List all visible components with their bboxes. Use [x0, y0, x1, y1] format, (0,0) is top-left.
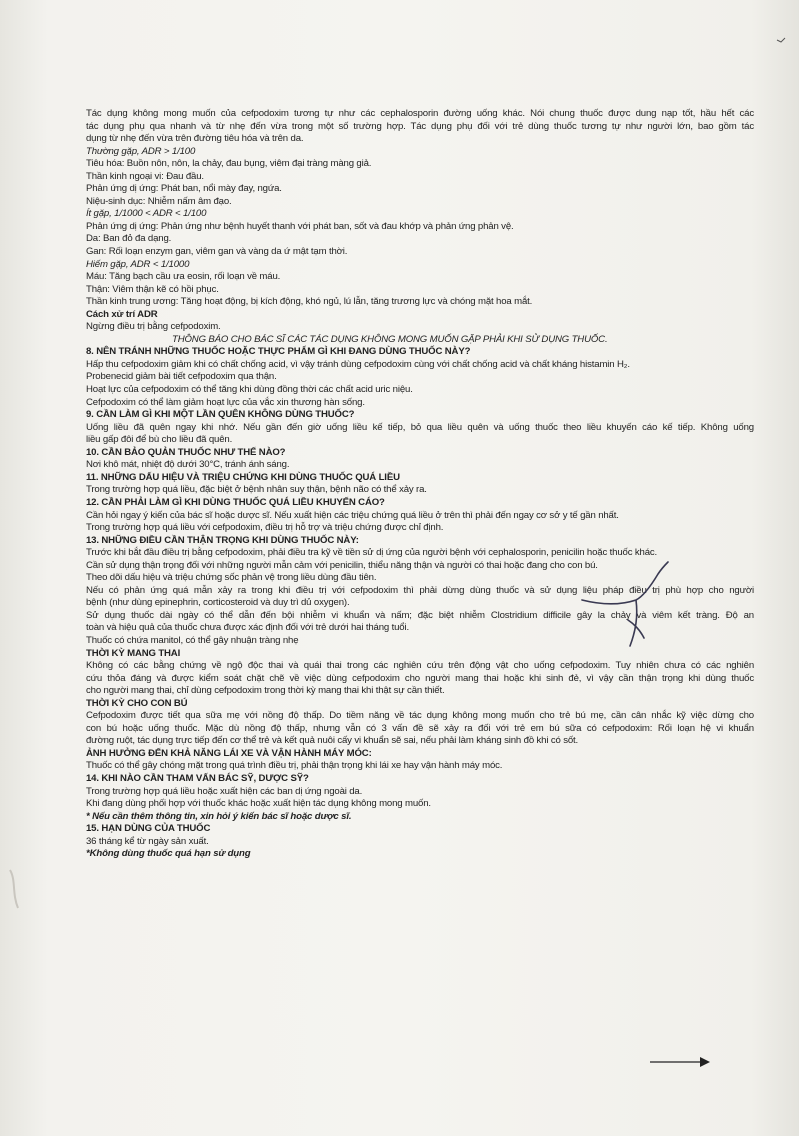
text-line: dụng từ nhẹ đến vừa trên đường tiêu hóa và trên da.	[86, 133, 304, 145]
text-line: Thận: Viêm thận kẽ có hồi phục.	[86, 283, 219, 295]
text-line: 14. KHI NÀO CẦN THAM VẤN BÁC SỸ, DƯỢC SỸ?	[86, 772, 309, 784]
text-line: Cefpodoxim có thể làm giảm hoạt lực của vắc xin thương hàn sống.	[86, 396, 365, 408]
text-line: Tiêu hóa: Buồn nôn, nôn, la chảy, đau bụng, viêm đại tràng màng giả.	[86, 158, 372, 170]
text-line: Trước khi bắt đầu điều trị bằng cefpodoxim, phải điều tra kỹ về tiền sử dị ứng của người bệnh với cephalosporin, penicilin hoặc thuốc khác.	[86, 547, 658, 559]
text-line: 15. HẠN DÙNG CỦA THUỐC	[86, 823, 211, 835]
text-line: Máu: Tăng bạch cầu ưa eosin, rối loạn về máu.	[86, 271, 281, 283]
text-line: Uống liều đã quên ngay khi nhớ. Nếu gần đến giờ uống liều kế tiếp, bỏ qua liều quên và uống thuốc theo liều khuyến cáo kế tiếp. Không uống	[86, 421, 754, 433]
text-line: Hoạt lực của cefpodoxim có thể tăng khi dùng đồng thời các chất acid uric niệu.	[86, 384, 413, 396]
text-line: Cefpodoxim được tiết qua sữa mẹ với nồng độ thấp. Do tiềm năng về tác dụng không mong muốn cho trẻ bú mẹ, cần cân nhắc kỹ việc dừng cho	[86, 710, 754, 722]
text-line: liều gấp đôi để bù cho liều đã quên.	[86, 434, 233, 446]
arrow-right-icon	[650, 1056, 710, 1068]
text-line: tác dụng phụ qua nhanh và từ nhẹ đến vừa trong một số trường hợp. Tác dụng phụ đối với trẻ dùng thuốc tương tự như người lớn, bao gồm tác	[86, 120, 754, 132]
text-line: Trong trường hợp quá liều hoặc xuất hiện các ban dị ứng ngoài da.	[86, 785, 363, 797]
text-line: Nơi khô mát, nhiệt độ dưới 30°C, tránh ánh sáng.	[86, 459, 290, 471]
text-line: 9. CẦN LÀM GÌ KHI MỘT LẦN QUÊN KHÔNG DÙNG THUỐC?	[86, 409, 355, 421]
scan-mark	[776, 30, 786, 36]
text-line: Gan: Rối loạn enzym gan, viêm gan và vàng da ứ mật tạm thời.	[86, 246, 348, 258]
text-line: 13. NHỮNG ĐIỀU CẦN THẬN TRỌNG KHI DÙNG THUỐC NÀY:	[86, 534, 359, 546]
text-line: cứu thỏa đáng và được kiểm soát chặt chẽ về việc dùng cefpodoxim cho người mang thai hoặc khi sinh đẻ, vì vậy cần thận trọng khi dùng thuốc	[86, 672, 754, 684]
text-line: *Không dùng thuốc quá hạn sử dụng	[86, 848, 251, 860]
document-body	[86, 108, 754, 861]
text-line: 11. NHỮNG DẤU HIỆU VÀ TRIỆU CHỨNG KHI DÙNG THUỐC QUÁ LIỀU	[86, 471, 400, 483]
text-line: ẢNH HƯỞNG ĐẾN KHẢ NĂNG LÁI XE VÀ VẬN HÀNH MÁY MÓC:	[86, 747, 372, 759]
text-line: Sử dụng thuốc dài ngày có thể dẫn đến bội nhiễm vi khuẩn và nấm; đặc biệt nhiễm Clostridium difficile gây la chảy và viêm kết tràng. Độ an	[86, 609, 754, 621]
text-line: Thuốc có chứa manitol, có thể gây nhuận tràng nhẹ	[86, 634, 299, 646]
text-line: Thần kinh ngoại vi: Đau đầu.	[86, 170, 204, 182]
text-line: THÔNG BÁO CHO BÁC SĨ CÁC TÁC DỤNG KHÔNG MONG MUỐN GẶP PHẢI KHI SỬ DỤNG THUỐC.	[172, 333, 608, 345]
text-line: 8. NÊN TRÁNH NHỮNG THUỐC HOẶC THỰC PHẨM GÌ KHI ĐANG DÙNG THUỐC NÀY?	[86, 346, 471, 358]
text-line: Trong trường hợp quá liều với cefpodoxim, điều trị hỗ trợ và triệu chứng được chỉ định.	[86, 522, 444, 534]
text-line: đường ruột, tác dụng trực tiếp đến cơ thể trẻ và kết quả nuôi cấy vi khuẩn sẽ sai, nếu phải làm kháng sinh đồ khi có sốt.	[86, 735, 579, 747]
text-line: 10. CẦN BẢO QUẢN THUỐC NHƯ THẾ NÀO?	[86, 446, 286, 458]
text-line: Hấp thu cefpodoxim giảm khi có chất chống acid, vì vậy tránh dùng cefpodoxim cùng với chất chống acid và chất kháng histamin H₂.	[86, 358, 630, 370]
text-line: Cách xử trí ADR	[86, 308, 158, 320]
text-line: THỜI KỲ CHO CON BÚ	[86, 697, 188, 709]
text-line: Cần hỏi ngay ý kiến của bác sĩ hoặc dược sĩ. Nếu xuất hiện các triệu chứng quá liều ở trên thì phải đến ngay cơ sở y tế gần nhất.	[86, 509, 619, 521]
text-line: * Nếu cần thêm thông tin, xin hỏi ý kiến bác sĩ hoặc dược sĩ.	[86, 810, 352, 822]
text-line: Phản ứng dị ứng: Phản ứng như bệnh huyết thanh với phát ban, sốt và đau khớp và phản ứng phản vệ.	[86, 220, 514, 232]
text-line: Thường gặp, ADR > 1/100	[86, 145, 196, 157]
text-line: 12. CẦN PHẢI LÀM GÌ KHI DÙNG THUỐC QUÁ LIỀU KHUYẾN CÁO?	[86, 496, 385, 508]
text-line: Không có các bằng chứng về ngộ độc thai và quái thai trong các nghiên cứu trên động vật cho uống cefpodoxim. Tuy nhiên chưa có các nghiên	[86, 660, 754, 672]
text-line: Hiếm gặp, ADR < 1/1000	[86, 258, 190, 270]
text-line: 36 tháng kể từ ngày sản xuất.	[86, 835, 209, 847]
text-line: con bú hoặc uống thuốc. Mặc dù nồng độ thấp, nhưng vẫn có 3 vấn đề sẽ xảy ra đối với trẻ em bú sữa có cefpodoxim: Rối loạn hệ vi khuẩn	[86, 722, 754, 734]
signature-mark	[578, 560, 678, 650]
text-line: Niệu-sinh dục: Nhiễm nấm âm đạo.	[86, 195, 232, 207]
text-line: cho người mang thai, chỉ dùng cefpodoxim trong thời kỳ mang thai khi thật sự cần thiết.	[86, 685, 445, 697]
text-line: Ít gặp, 1/1000 < ADR < 1/100	[86, 208, 207, 220]
text-line: Tác dụng không mong muốn của cefpodoxim tương tự như các cephalosporin đường uống khác. Nói chung thuốc được dung nạp tốt, hầu hết các	[86, 108, 754, 119]
text-line: Thuốc có thể gây chóng mặt trong quá trình điều trị, phải thận trọng khi lái xe hay vận hành máy móc.	[86, 760, 503, 772]
scan-mark	[4, 860, 30, 920]
text-line: Theo dõi dấu hiệu và triệu chứng sốc phản vệ trong liều dùng đầu tiên.	[86, 572, 377, 584]
text-line: Probenecid giảm bài tiết cefpodoxim qua thận.	[86, 371, 277, 383]
text-line: Cần sử dụng thận trọng đối với những người mẫn cảm với penicilin, thiểu năng thận và người có thai hoặc đang cho con bú.	[86, 559, 598, 571]
text-line: THỜI KỲ MANG THAI	[86, 647, 181, 659]
text-line: Khi đang dùng phối hợp với thuốc khác hoặc xuất hiện tác dụng không mong muốn.	[86, 798, 431, 810]
text-line: toàn và hiệu quả của thuốc chưa được xác định đối với trẻ dưới hai tháng tuổi.	[86, 622, 409, 634]
text-line: Thần kinh trung ương: Tăng hoạt động, bị kích động, khó ngủ, lú lẫn, tăng trương lực và chóng mặt hoa mắt.	[86, 296, 533, 308]
text-line: Da: Ban đỏ đa dạng.	[86, 233, 172, 245]
text-line: Nếu có phản ứng quá mẫn xảy ra trong khi điều trị với cefpodoxim thì phải dừng dùng thuốc và sử dụng liệu pháp điều trị phù hợp cho người	[86, 584, 754, 596]
text-line: Trong trường hợp quá liều, đặc biệt ở bệnh nhân suy thận, bệnh não có thể xảy ra.	[86, 484, 427, 496]
text-line: bệnh (như dùng epinephrin, corticosteroid và duy trì dủ oxygen).	[86, 597, 350, 609]
text-line: Ngừng điều trị bằng cefpodoxim.	[86, 321, 221, 333]
text-line: Phản ứng dị ứng: Phát ban, nổi mày đay, ngứa.	[86, 183, 282, 195]
